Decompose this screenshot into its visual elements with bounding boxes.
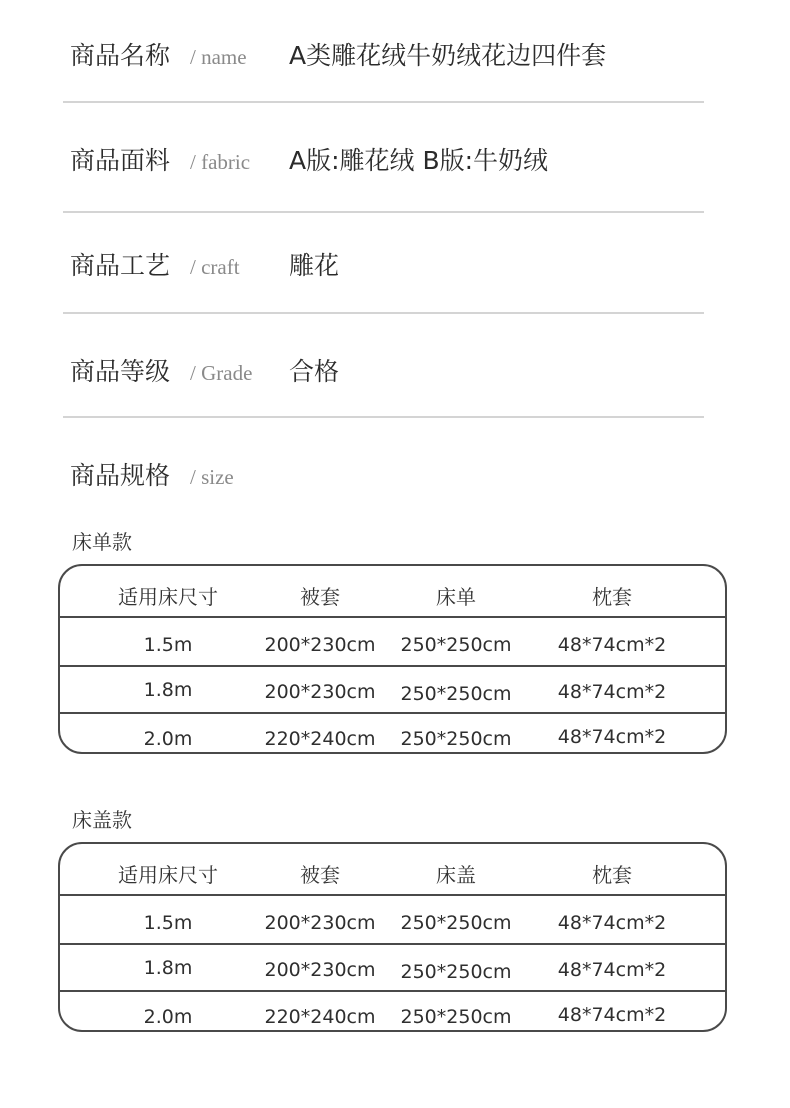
- table-header: 适用床尺寸: [118, 585, 218, 609]
- table-cell: 250*250cm: [400, 683, 512, 705]
- info-label: 商品规格: [70, 461, 171, 490]
- table-header: 床盖: [436, 863, 476, 887]
- info-value: 合格: [289, 357, 340, 386]
- divider: [63, 312, 704, 314]
- info-label: 商品工艺: [70, 251, 171, 280]
- table-cell: 200*230cm: [264, 912, 376, 934]
- info-value: A版:雕花绒 B版:牛奶绒: [289, 146, 549, 175]
- table-cell: 1.8m: [143, 957, 193, 979]
- table-cell: 200*230cm: [264, 959, 376, 981]
- spec-table-sheet: [58, 564, 727, 754]
- info-row-size: [70, 456, 704, 496]
- info-value: A类雕花绒牛奶绒花边四件套: [289, 41, 607, 70]
- table-cell: 200*230cm: [264, 634, 376, 656]
- table-divider: [60, 665, 725, 667]
- info-row-grade: [70, 352, 704, 392]
- spec-table-cover: [58, 842, 727, 1032]
- table-cell: 1.5m: [143, 634, 193, 656]
- info-label: 商品面料: [70, 146, 171, 175]
- table-header: 被套: [300, 863, 340, 887]
- table-cell: 48*74cm*2: [557, 959, 667, 981]
- info-label: 商品等级: [70, 357, 171, 386]
- table-header: 枕套: [592, 863, 632, 887]
- table-divider: [60, 943, 725, 945]
- table-cell: 48*74cm*2: [557, 912, 667, 934]
- table-header: 枕套: [592, 585, 632, 609]
- table-cell: 1.8m: [143, 679, 193, 701]
- table-cell: 250*250cm: [400, 634, 512, 656]
- divider: [63, 101, 704, 103]
- table-cell: 250*250cm: [400, 728, 512, 750]
- info-value: 雕花: [289, 251, 340, 280]
- info-label-en: / craft: [190, 255, 240, 279]
- info-row-name: [70, 36, 704, 76]
- table-header: 被套: [300, 585, 340, 609]
- table-cell: 250*250cm: [400, 912, 512, 934]
- table-cell: 48*74cm*2: [557, 1004, 667, 1026]
- table-cell: 220*240cm: [264, 728, 376, 750]
- table-header: 床单: [436, 585, 476, 609]
- table-cell: 250*250cm: [400, 1006, 512, 1028]
- table-cell: 48*74cm*2: [557, 634, 667, 656]
- divider: [63, 416, 704, 418]
- table-divider: [60, 894, 725, 896]
- info-label-en: / fabric: [190, 150, 251, 174]
- table-divider: [60, 616, 725, 618]
- info-label-en: / name: [190, 45, 247, 69]
- info-label: 商品名称: [70, 41, 171, 70]
- info-label-en: / size: [190, 465, 234, 489]
- table-cell: 48*74cm*2: [557, 681, 667, 703]
- table-cell: 250*250cm: [400, 961, 512, 983]
- table-cell: 1.5m: [143, 912, 193, 934]
- table-divider: [60, 712, 725, 714]
- table-header: 适用床尺寸: [118, 863, 218, 887]
- divider: [63, 211, 704, 213]
- table-cell: 2.0m: [143, 1006, 193, 1028]
- table-divider: [60, 990, 725, 992]
- table-title: 床单款: [72, 530, 132, 554]
- info-label-en: / Grade: [190, 361, 253, 385]
- info-row-craft: [70, 246, 704, 286]
- table-cell: 48*74cm*2: [557, 726, 667, 748]
- table-cell: 200*230cm: [264, 681, 376, 703]
- table-cell: 2.0m: [143, 728, 193, 750]
- table-cell: 220*240cm: [264, 1006, 376, 1028]
- info-row-fabric: [70, 141, 704, 181]
- table-title: 床盖款: [72, 808, 132, 832]
